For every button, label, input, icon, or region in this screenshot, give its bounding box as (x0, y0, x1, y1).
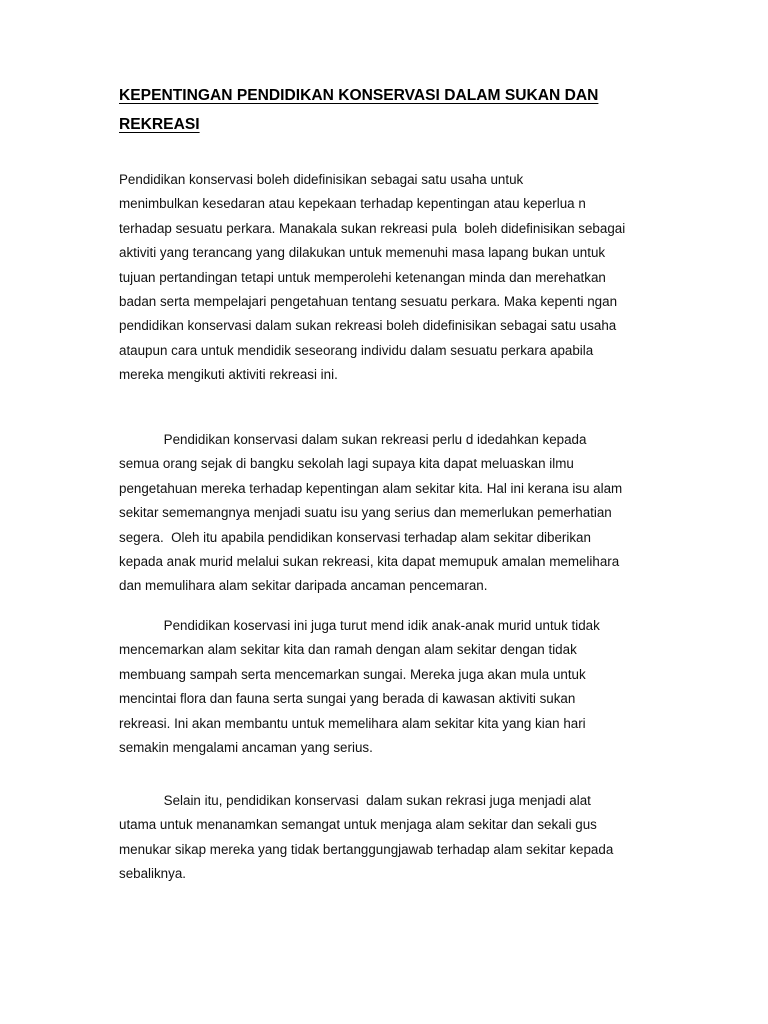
paragraph-line: pendidikan konservasi dalam sukan rekreasi boleh didefinisikan sebagai satu usaha (119, 318, 617, 334)
paragraph-line: ataupun cara untuk mendidik seseorang individu dalam sesuatu perkara apabila (119, 342, 594, 358)
paragraph-line: tujuan pertandingan tetapi untuk memperolehi ketenangan minda dan merehatkan (119, 269, 606, 285)
paragraph-line: aktiviti yang terancang yang dilakukan untuk memenuhi masa lapang bukan untuk (119, 245, 606, 261)
paragraph-line: dan memulihara alam sekitar daripada ancaman pencemaran. (119, 578, 488, 594)
paragraph-line: membuang sampah serta mencemarkan sungai. Mereka juga akan mula untuk (119, 666, 586, 682)
paragraph-line: terhadap sesuatu perkara. Manakala sukan rekreasi pula boleh didefinisikan sebagai (119, 220, 626, 236)
document-title: KEPENTINGAN PENDIDIKAN KONSERVASI DALAM SUKAN DAN REKREASI (119, 87, 599, 133)
paragraph-line: badan serta mempelajari pengetahuan tentang sesuatu perkara. Maka kepenti ngan (119, 293, 618, 309)
paragraph-line: segera. Oleh itu apabila pendidikan konservasi terhadap alam sekitar diberikan (119, 529, 591, 545)
paragraph-1 (119, 168, 659, 388)
paragraph-line: Pendidikan konservasi dalam sukan rekreasi perlu d idedahkan kepada (119, 432, 587, 447)
paragraph-line: utama untuk menanamkan semangat untuk menjaga alam sekitar dan sekali gus (119, 817, 597, 833)
paragraph-line: pengetahuan mereka terhadap kepentingan alam sekitar kita. Hal ini kerana isu alam (119, 480, 623, 496)
paragraph-line: mencemarkan alam sekitar kita dan ramah dengan alam sekitar dengan tidak (119, 642, 577, 658)
paragraph-line: Pendidikan koservasi ini juga turut mend idik anak-anak murid untuk tidak (119, 618, 600, 633)
paragraph-line: Pendidikan konservasi boleh didefinisikan sebagai satu usaha untuk (119, 172, 524, 187)
paragraph-line: rekreasi. Ini akan membantu untuk memelihara alam sekitar kita yang kian hari (119, 715, 586, 731)
paragraph-line: sekitar sememangnya menjadi suatu isu yang serius dan memerlukan pemerhatian (119, 505, 612, 521)
paragraph-2 (119, 428, 659, 599)
paragraph-line: Selain itu, pendidikan konservasi dalam sukan rekrasi juga menjadi alat (119, 793, 591, 808)
paragraph-line: semua orang sejak di bangku sekolah lagi supaya kita dapat meluaskan ilmu (119, 456, 574, 472)
paragraph-line: sebaliknya. (119, 866, 186, 882)
paragraph-4 (119, 789, 659, 887)
paragraph-line: semakin mengalami ancaman yang serius. (119, 739, 373, 755)
paragraph-line: kepada anak murid melalui sukan rekreasi, kita dapat memupuk amalan memelihara (119, 553, 620, 569)
paragraph-line: menimbulkan kesedaran atau kepekaan terhadap kepentingan atau keperlua n (119, 196, 586, 212)
paragraph-line: mencintai flora dan fauna serta sungai yang berada di kawasan aktiviti sukan (119, 691, 576, 707)
paragraph-line: menukar sikap mereka yang tidak bertanggungjawab terhadap alam sekitar kepada (119, 841, 614, 857)
paragraph-line: mereka mengikuti aktiviti rekreasi ini. (119, 367, 338, 383)
paragraph-3 (119, 614, 659, 760)
